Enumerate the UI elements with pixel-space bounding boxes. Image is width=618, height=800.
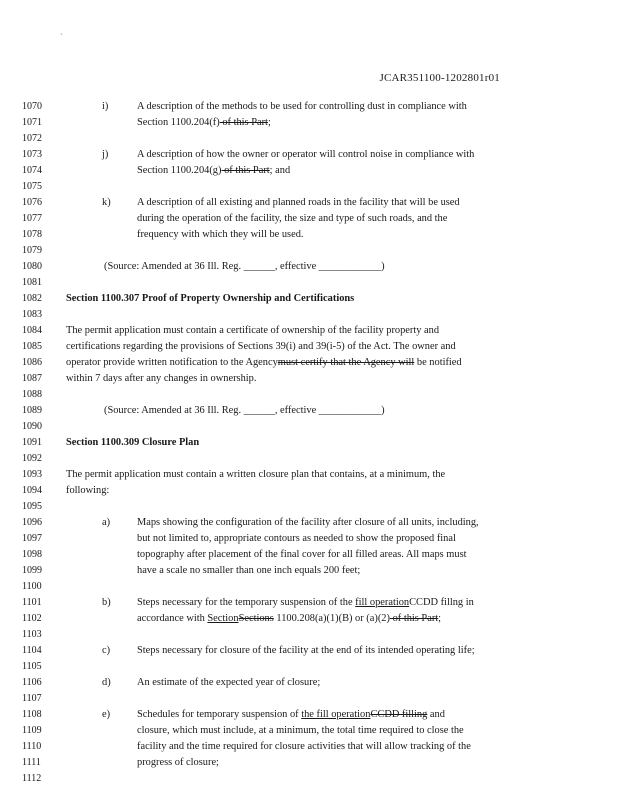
inserted-text: Section <box>207 613 239 624</box>
item-e-line <box>137 708 445 721</box>
line-number: 1094 <box>22 485 42 496</box>
item-k-line: A description of all existing and planned roads in the facility that will be used <box>137 197 460 208</box>
item-a-line: have a scale no smaller than one inch equals 200 feet; <box>137 565 361 576</box>
line-number: 1109 <box>22 725 42 736</box>
line-number: 1092 <box>22 453 42 464</box>
line-number: 1088 <box>22 389 42 400</box>
line-number: 1103 <box>22 629 42 640</box>
item-j-line: A description of how the owner or operator will control noise in compliance with <box>137 149 475 160</box>
text-run: be notified <box>414 357 462 368</box>
paragraph-line: within 7 days after any changes in ownership. <box>66 373 257 384</box>
line-number: 1085 <box>22 341 42 352</box>
line-number: 1100 <box>22 581 42 592</box>
item-k-line: during the operation of the facility, the size and type of such roads, and the <box>137 213 448 224</box>
source-note: (Source: Amended at 36 Ill. Reg. ______, effective ____________) <box>104 405 385 416</box>
line-number: 1098 <box>22 549 42 560</box>
line-number: 1108 <box>22 709 42 720</box>
inserted-text: the fill operation <box>301 709 371 720</box>
text-run: operator provide written notification to the Agency <box>66 357 278 368</box>
line-number: 1111 <box>22 757 41 768</box>
item-a-line: but not limited to, appropriate contours as needed to show the proposed final <box>137 533 456 544</box>
line-number: 1073 <box>22 149 42 160</box>
line-number: 1112 <box>22 773 42 784</box>
line-number: 1089 <box>22 405 42 416</box>
line-number: 1084 <box>22 325 42 336</box>
item-label-a: a) <box>102 517 111 528</box>
item-label-e: e) <box>102 709 111 720</box>
line-number: 1079 <box>22 245 42 256</box>
item-e-line: facility and the time required for closure activities that will allow tracking of the <box>137 741 471 752</box>
item-label-i: i) <box>102 101 109 112</box>
item-e-line: closure, which must include, at a minimum, the total time required to close the <box>137 725 464 736</box>
item-b-line <box>137 612 441 625</box>
line-number: 1095 <box>22 501 42 512</box>
paragraph-line: The permit application must contain a written closure plan that contains, at a minimum, the <box>66 469 446 480</box>
line-number: 1102 <box>22 613 42 624</box>
paragraph-line: certifications regarding the provisions of Sections 39(i) and 39(i-5) of the Act. The owner and <box>66 341 456 352</box>
line-number: 1099 <box>22 565 42 576</box>
text-run: ; <box>267 117 271 128</box>
line-number: 1104 <box>22 645 42 656</box>
item-i-line: A description of the methods to be used for controlling dust in compliance with <box>137 101 467 112</box>
line-number: 1106 <box>22 677 42 688</box>
line-number: 1071 <box>22 117 42 128</box>
line-number: 1070 <box>22 101 42 112</box>
line-number: 1091 <box>22 437 42 448</box>
item-label-c: c) <box>102 645 111 656</box>
text-run: Schedules for temporary suspension of <box>137 709 302 720</box>
text-run: ; and <box>269 165 291 176</box>
paragraph-line: following: <box>66 485 110 496</box>
item-i-line <box>137 116 271 129</box>
line-number: 1077 <box>22 213 42 224</box>
line-number: 1107 <box>22 693 42 704</box>
inserted-text: fill operation <box>355 597 410 608</box>
item-label-b: b) <box>102 597 111 608</box>
item-a-line: Maps showing the configuration of the facility after closure of all units, including, <box>137 517 479 528</box>
deleted-text: Sections <box>238 613 274 624</box>
text-run: ; <box>438 613 442 624</box>
item-k-line: frequency with which they will be used. <box>137 229 304 240</box>
paragraph-line: The permit application must contain a certificate of ownership of the facility property and <box>66 325 440 336</box>
item-d-line: An estimate of the expected year of closure; <box>137 677 321 688</box>
item-c-line: Steps necessary for closure of the facility at the end of its intended operating life; <box>137 645 475 656</box>
item-label-j: j) <box>102 149 109 160</box>
item-label-d: d) <box>102 677 111 688</box>
text-run: 1100.208(a)(1)(B) or (a)(2) <box>273 613 390 624</box>
deleted-text: CCDD filling <box>370 709 428 720</box>
item-j-line <box>137 164 290 177</box>
line-number: 1074 <box>22 165 42 176</box>
line-number: 1072 <box>22 133 42 144</box>
text-run: accordance with <box>137 613 208 624</box>
paragraph-line <box>66 356 462 369</box>
item-b-line <box>137 596 474 609</box>
text-run: Steps necessary for the temporary suspension of the <box>137 597 356 608</box>
item-e-line: progress of closure; <box>137 757 219 768</box>
deleted-text: of this Part <box>219 117 268 128</box>
line-number: 1087 <box>22 373 42 384</box>
line-number: 1105 <box>22 661 42 672</box>
item-label-k: k) <box>102 197 111 208</box>
line-number: 1078 <box>22 229 42 240</box>
line-number: 1080 <box>22 261 42 272</box>
line-number: 1096 <box>22 517 42 528</box>
line-number: 1083 <box>22 309 42 320</box>
deleted-text: of this Part <box>221 165 270 176</box>
section-heading-309: Section 1100.309 Closure Plan <box>66 437 200 448</box>
text-run: and <box>427 709 445 720</box>
line-number: 1076 <box>22 197 42 208</box>
text-run: Section 1100.204(g) <box>137 165 222 176</box>
source-note: (Source: Amended at 36 Ill. Reg. ______, effective ____________) <box>104 261 385 272</box>
line-number: 1097 <box>22 533 42 544</box>
deleted-text: of this Part <box>389 613 439 624</box>
line-number: 1082 <box>22 293 42 304</box>
line-number: 1075 <box>22 181 42 192</box>
item-a-line: topography after placement of the final cover for all filled areas. All maps must <box>137 549 467 560</box>
line-number: 1093 <box>22 469 42 480</box>
line-number: 1101 <box>22 597 42 608</box>
line-number: 1110 <box>22 741 42 752</box>
line-number: 1086 <box>22 357 42 368</box>
stray-mark: ` <box>60 32 63 42</box>
document-id: JCAR351100-1202801r01 <box>379 72 500 84</box>
text-run: Section 1100.204(f) <box>137 117 220 128</box>
section-heading-307: Section 1100.307 Proof of Property Ownership and Certifications <box>66 293 355 304</box>
deleted-text: must certify that the Agency will <box>277 357 415 368</box>
line-number: 1090 <box>22 421 42 432</box>
text-run: CCDD fillng in <box>409 597 474 608</box>
line-number: 1081 <box>22 277 42 288</box>
